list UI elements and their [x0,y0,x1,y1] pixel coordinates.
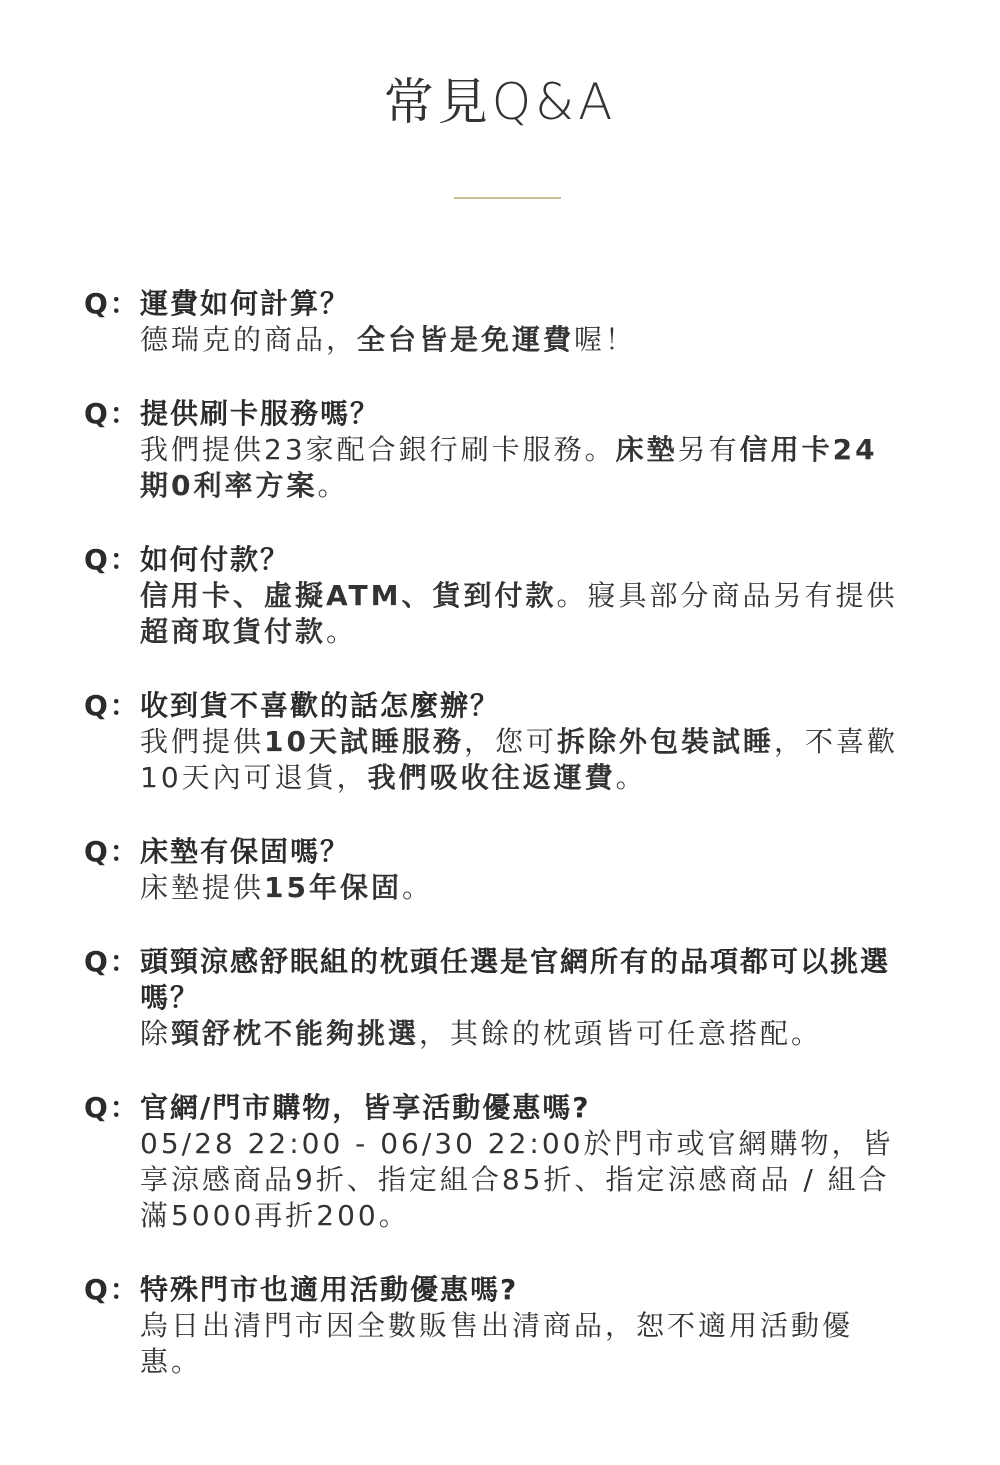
answer-text: 。 [615,761,647,794]
faq-answer [140,432,900,504]
question-prefix: Q： [84,1273,140,1306]
faq-question [84,542,914,578]
faq-question [84,944,914,1016]
question-text: 官網/門市購物，皆享活動優惠嗎? [140,1091,591,1124]
answer-highlight: 10天試睡服務 [264,725,464,758]
answer-text: 另有 [677,433,740,466]
answer-text: 05/28 22:00 - 06/30 22:00於門市或官網購物，皆享涼感商品9折、指定組合85折、指定涼感商品 / 組合滿5000再折200。 [140,1127,894,1232]
question-text: 頭頸涼感舒眠組的枕頭任選是官網所有的品項都可以挑選嗎？ [140,945,891,1014]
faq-item [84,1272,914,1380]
answer-highlight: 信用卡24期0利率方案 [140,433,878,502]
answer-text: 床墊提供 [140,871,265,904]
page-title: 常見Q&A [383,73,617,131]
answer-highlight: 頸舒枕不能夠挑選 [171,1017,420,1050]
faq-list [84,286,914,1418]
faq-question [84,396,914,432]
faq-question [84,688,914,724]
faq-question [84,1272,914,1308]
title-divider [454,197,561,199]
question-text: 運費如何計算？ [140,287,351,320]
question-prefix: Q： [84,945,140,978]
faq-item [84,396,914,504]
faq-answer [140,1126,900,1234]
answer-text: 。寢具部分商品另有提供 [556,579,898,612]
answer-highlight: 我們吸收往返運費 [367,761,616,794]
question-prefix: Q： [84,689,140,722]
question-text: 特殊門市也適用活動優惠嗎? [140,1273,519,1306]
question-prefix: Q： [84,287,140,320]
answer-text: 除 [140,1017,172,1050]
question-prefix: Q： [84,543,140,576]
faq-item [84,286,914,358]
answer-text: 我們提供23家配合銀行刷卡服務。 [140,433,616,466]
answer-highlight: 拆除外包裝試睡 [557,725,775,758]
faq-question [84,1090,914,1126]
answer-text: 德瑞克的商品， [140,323,358,356]
answer-text: 烏日出清門市因全數販售出清商品，恕不適用活動優惠。 [140,1309,854,1378]
answer-text: ，您可 [463,725,557,758]
answer-text: 我們提供 [140,725,265,758]
faq-item [84,688,914,796]
faq-item [84,542,914,650]
faq-item [84,834,914,906]
faq-answer [140,1308,900,1380]
faq-answer [140,322,900,358]
question-text: 床墊有保固嗎？ [140,835,351,868]
faq-answer [140,870,900,906]
answer-highlight: 全台皆是免運費 [357,323,575,356]
faq-answer [140,724,900,796]
question-text: 收到貨不喜歡的話怎麼辦？ [140,689,501,722]
faq-question [84,286,914,322]
question-text: 如何付款？ [140,543,291,576]
answer-highlight: 超商取貨付款 [140,615,327,648]
answer-highlight: 15年保固 [264,871,402,904]
question-prefix: Q： [84,835,140,868]
question-prefix: Q： [84,1091,140,1124]
answer-text: 。 [317,469,349,502]
faq-answer [140,1016,900,1052]
question-prefix: Q： [84,397,140,430]
faq-item [84,1090,914,1234]
faq-answer [140,578,900,650]
answer-highlight: 信用卡、虛擬ATM、貨到付款 [140,579,557,612]
faq-item [84,944,914,1052]
answer-text: ，不喜歡10天內可退貨， [140,725,899,794]
answer-highlight: 床墊 [615,433,678,466]
question-text: 提供刷卡服務嗎？ [140,397,381,430]
answer-text: 喔！ [574,323,637,356]
answer-text: ，其餘的枕頭皆可任意搭配。 [419,1017,823,1050]
answer-text: 。 [326,615,358,648]
faq-question [84,834,914,870]
answer-text: 。 [401,871,433,904]
